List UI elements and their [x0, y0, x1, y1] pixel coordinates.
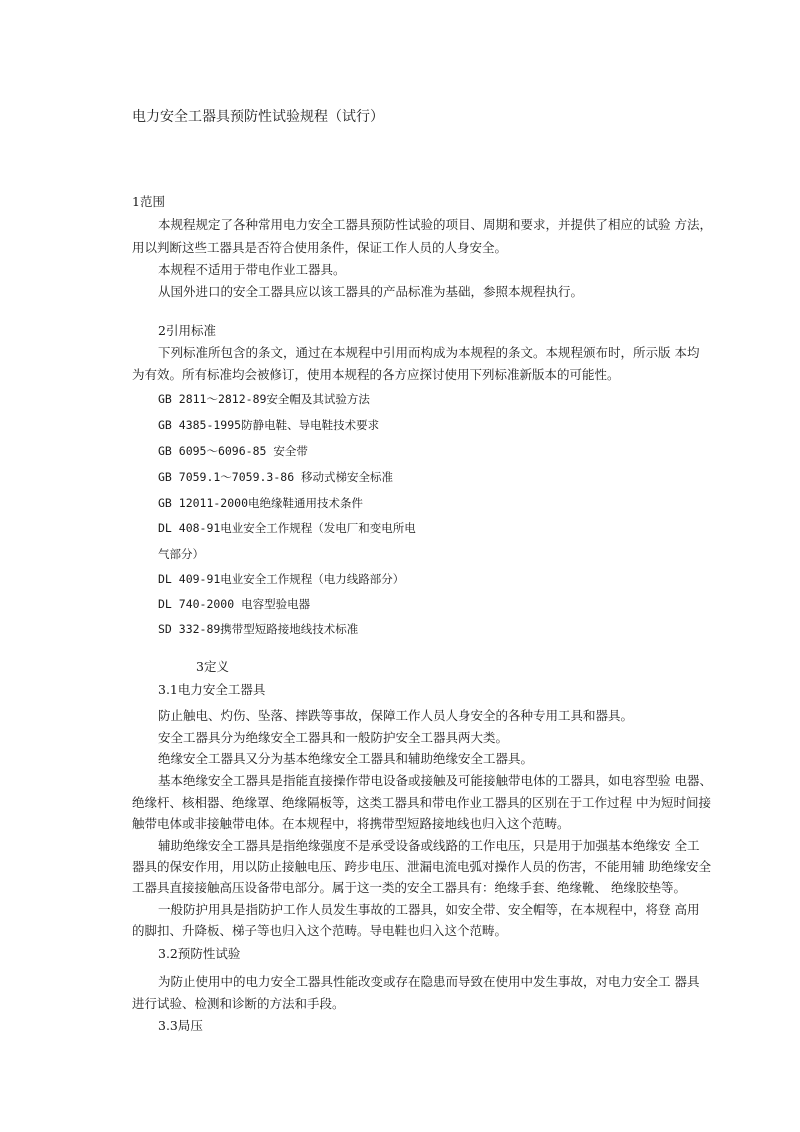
paragraph-line: 用以判断这些工器具是否符合使用条件，保证工作人员的人身安全。: [132, 240, 508, 255]
subsection-heading: 3.2预防性试验: [158, 946, 241, 961]
standard-item: GB 12011-2000电绝缘鞋通用技术条件: [158, 496, 364, 510]
paragraph-line: 本规程规定了各种常用电力安全工器具预防性试验的项目、周期和要求，并提供了相应的试验 方法，: [158, 217, 712, 232]
standard-item: SD 332-89携带型短路接地线技术标准: [158, 622, 359, 636]
paragraph-line: 辅助绝缘安全工器具是指绝缘强度不是承受设备或线路的工作电压，只是用于加强基本绝缘安 全工: [158, 838, 700, 853]
paragraph-line: 从国外进口的安全工器具应以该工器具的产品标准为基础，参照本规程执行。: [158, 284, 584, 299]
paragraph-line: 触带电体或非接触带电体。在本规程中，将携带型短路接地线也归入这个范畴。: [132, 816, 570, 831]
paragraph-line: 为防止使用中的电力安全工器具性能改变或存在隐患而导致在使用中发生事故，对电力安全工 器具: [158, 974, 700, 989]
paragraph-line: 基本绝缘安全工器具是指能直接操作带电设备或接触及可能接触带电体的工器具，如电容型验 电器、: [158, 773, 712, 788]
paragraph-line: 安全工器具分为绝缘安全工器具和一般防护安全工器具两大类。: [158, 730, 509, 745]
paragraph-line: 绝缘安全工器具又分为基本绝缘安全工器具和辅助绝缘安全工器具。: [158, 751, 534, 766]
doc-title: 电力安全工器具预防性试验规程（试行）: [132, 109, 384, 125]
paragraph-line: 一般防护用具是指防护工作人员发生事故的工器具，如安全带、安全帽等，在本规程中，将登 高用: [158, 902, 700, 917]
subsection-heading: 3.1电力安全工器具: [158, 682, 266, 697]
paragraph-line: 绝缘杆、核相器、绝缘罩、绝缘隔板等，这类工器具和带电作业工器具的区别在于工作过程 中为短时间接: [132, 795, 711, 810]
standard-item: GB 6095～6096-85 安全带: [158, 444, 308, 458]
paragraph-line: 为有效。所有标准均会被修订，使用本规程的各方应探讨使用下列标准新版本的可能性。: [132, 367, 620, 382]
paragraph-line: 器具的保安作用，用以防止接触电压、跨步电压、泄漏电流电弧对操作人员的伤害，不能用辅 助绝缘安全: [132, 859, 711, 874]
standard-item: DL 740-2000 电容型验电器: [158, 597, 311, 611]
paragraph-line: 本规程不适用于带电作业工器具。: [158, 262, 346, 277]
section-1-heading: 1范围: [132, 194, 165, 209]
standard-item: DL 409-91电业安全工作规程（电力线路部分）: [158, 572, 405, 586]
section-2-heading: 2引用标准: [158, 323, 216, 338]
paragraph-line: 下列标准所包含的条文，通过在本规程中引用而构成为本规程的条文。本规程颁布时，所示版 本均: [158, 345, 700, 360]
paragraph-line: 进行试验、检测和诊断的方法和手段。: [132, 996, 345, 1011]
section-3-heading: 3定义: [196, 659, 229, 674]
standard-item: DL 408-91电业安全工作规程（发电厂和变电所电: [158, 521, 416, 535]
standard-item: GB 2811～2812-89安全帽及其试验方法: [158, 392, 370, 406]
standard-item: GB 4385-1995防静电鞋、导电鞋技术要求: [158, 418, 380, 432]
paragraph-line: 工器具直接接触高压设备带电部分。属于这一类的安全工器具有：绝缘手套、绝缘靴、 绝缘胶垫等。: [132, 880, 686, 895]
standard-item: GB 7059.1～7059.3-86 移动式梯安全标准: [158, 470, 394, 484]
subsection-heading: 3.3局压: [158, 1018, 203, 1033]
standard-item: 气部分）: [158, 547, 204, 561]
paragraph-line: 的脚扣、升降板、梯子等也归入这个范畴。导电鞋也归入这个范畴。: [132, 923, 508, 938]
paragraph-line: 防止触电、灼伤、坠落、摔跌等事故，保障工作人员人身安全的各种专用工具和器具。: [158, 708, 634, 723]
